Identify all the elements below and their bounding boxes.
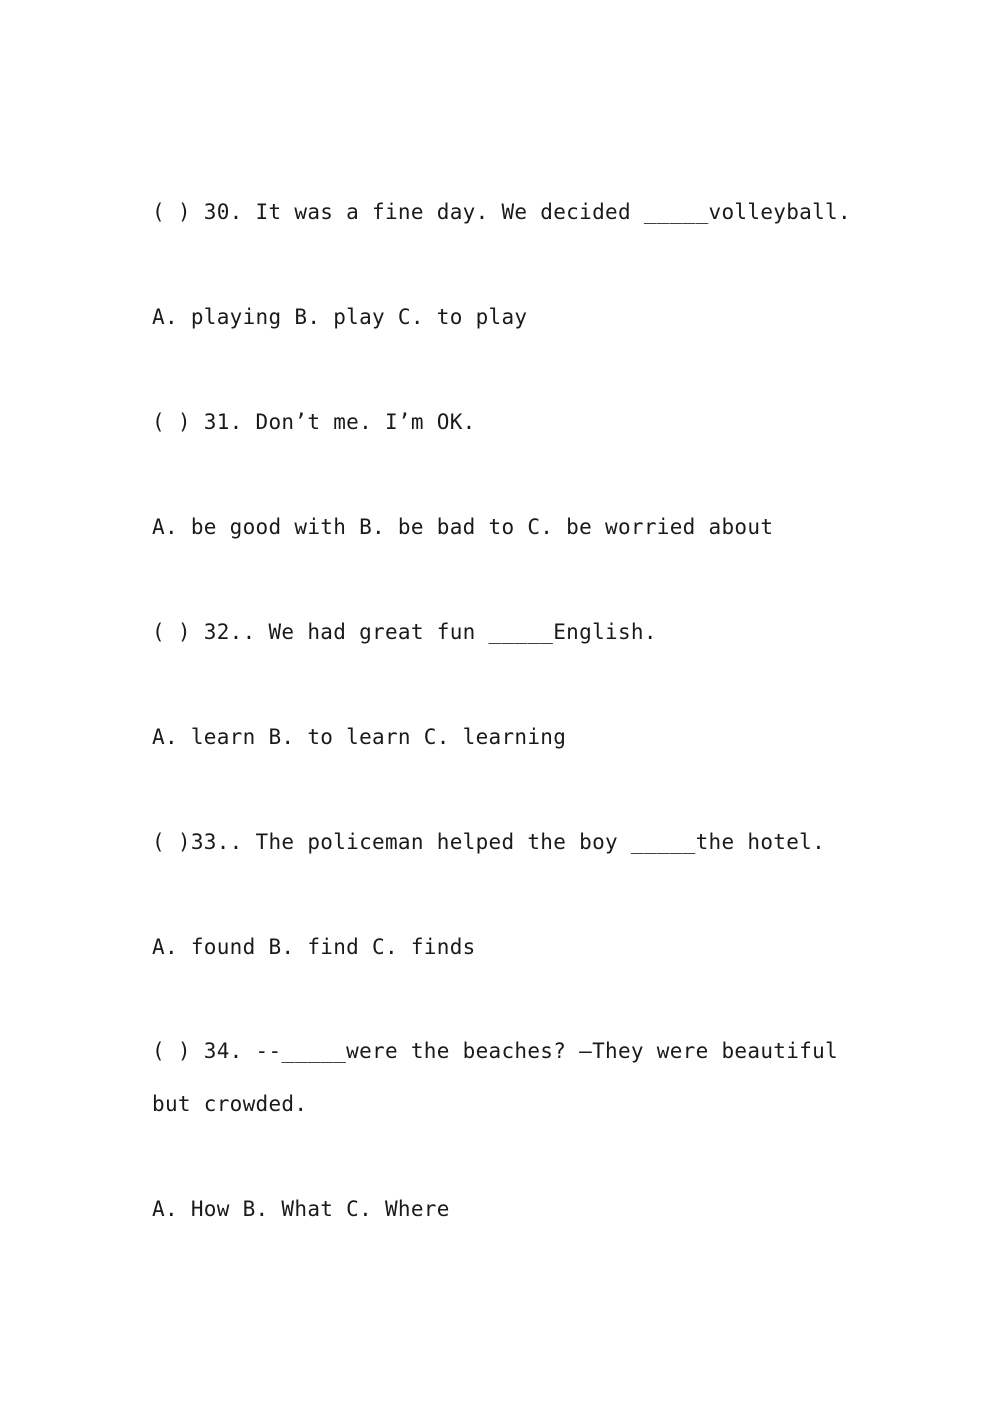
question-31-options: A. be good with B. be bad to C. be worried about [152, 515, 774, 539]
question-33-stem: ( )33.. The policeman helped the boy _____the hotel. [152, 830, 826, 854]
question-34-options: A. How B. What C. Where [152, 1197, 450, 1221]
question-30-stem: ( ) 30. It was a fine day. We decided _____volleyball. [152, 200, 851, 224]
question-30-options: A. playing B. play C. to play [152, 305, 528, 329]
question-32-stem: ( ) 32.. We had great fun _____English. [152, 620, 657, 644]
question-33-options: A. found B. find C. finds [152, 935, 476, 959]
question-31-stem: ( ) 31. Don’t me. I’m OK. [152, 410, 476, 434]
question-32-options: A. learn B. to learn C. learning [152, 725, 567, 749]
question-34-stem: ( ) 34. --_____were the beaches? –They were beautiful but crowded. [152, 1039, 851, 1116]
